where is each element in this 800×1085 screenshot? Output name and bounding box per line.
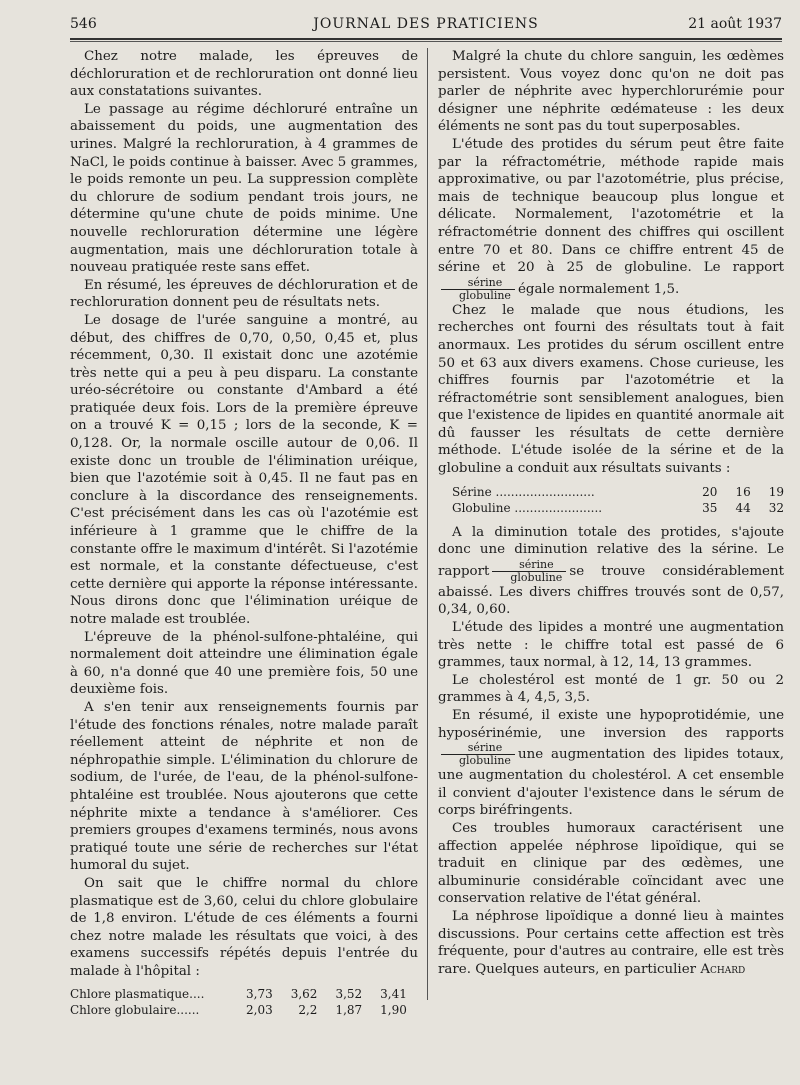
- fraction: [441, 742, 515, 767]
- paragraph: [438, 707, 784, 820]
- row-label: Globuline .......................: [452, 500, 603, 515]
- row-label: Chlore plasmatique....: [70, 987, 205, 1002]
- table-row: [438, 500, 784, 516]
- protide-table: [438, 484, 784, 516]
- paragraph: Malgré la chute du chlore sanguin, les œdèmes persistent. Vous voyez donc qu'on ne doit pas parler de néphrite avec hyperchlorurémie pour désigner une néphrite œdémateuse : les deux éléments ne sont pas du tout superposables.: [438, 49, 784, 135]
- table-cell: 2,2: [298, 1003, 318, 1018]
- paragraph: A s'en tenir aux renseignements fournis par l'étude des fonctions rénales, notre malade paraît réellement atteint de néphrite et non de néphropathie simple. L'élimination du chlorure de sodium, de l'urée, de l'eau, de la phénol-sulfone-phtaléine est troublée. Nous ajouterons que cette néphrite mixte a tendance à s'améliorer. Ces premiers groupes d'examens terminés, nous avons pratiqué toute une série de recherches sur l'état humoral du sujet.: [70, 699, 418, 874]
- fraction-numerator: sérine: [519, 557, 554, 571]
- text: L'étude des protides du sérum peut être faite par la réfractométrie, méthode rapide mais approximative, ou par l'azotométrie, plus précise, mais de technique beaucoup plus longue et délicate. Normalement, l'azotométrie et la réfractométrie donnent des chiffres qui oscillent entre 70 et 80. Dans ce chiffre entrent 45 de sérine et 20 à 25 de globuline. Le rapport: [438, 136, 784, 276]
- text: une augmentation des lipides totaux, une augmentation du cholestérol. A cet ensemble il convient d'ajouter l'existence dans le sérum de corps biréfringents.: [438, 747, 784, 819]
- paragraph: [438, 524, 784, 619]
- paragraph: [438, 136, 784, 302]
- table-cell: 16: [735, 484, 751, 499]
- paragraph: Chez le malade que nous étudions, les recherches ont fourni des résultats tout à fait anormaux. Les protides du sérum oscillent entre 50 et 63 aux divers examens. Chose curieuse, les chiffres fournis par l'azotométrie et la réfractométrie sont sensiblement analogues, bien que l'existence de lipides en quantité anormale ait dû fausser les résultats de cette dernière méthode. L'étude isolée de la sérine et de la globuline a conduit aux résultats suivants :: [438, 302, 784, 477]
- column-divider: [427, 48, 428, 1000]
- paragraph: L'épreuve de la phénol-sulfone-phtaléine, qui normalement doit atteindre une élimination égale à 60, n'a donné que 40 une première fois, 50 une deuxième fois.: [70, 629, 418, 698]
- row-label: Sérine ..........................: [452, 484, 595, 499]
- fraction-numerator: sérine: [467, 741, 503, 755]
- row-label: Chlore globulaire......: [70, 1003, 200, 1018]
- table-cell: 35: [702, 500, 718, 515]
- table-cell: 20: [702, 484, 718, 499]
- table-cell: 3,73: [246, 987, 273, 1002]
- paragraph: Ces troubles humoraux caractérisent une affection appelée néphrose lipoïdique, qui se traduit en clinique par des œdèmes, une albuminurie considérable coïncidant avec une conservation relative de l'état général.: [438, 820, 784, 907]
- table-cell: 3,41: [380, 987, 407, 1002]
- table-cell: 3,52: [335, 987, 363, 1002]
- paragraph: On sait que le chiffre normal du chlore plasmatique est de 3,60, celui du chlore globulaire de 1,8 environ. L'étude de ces éléments a fourni chez notre malade les résultats que voici, à des examens successifs répétés depuis l'entrée du malade à l'hôpital :: [70, 875, 418, 979]
- fraction-denominator: globuline: [441, 754, 515, 767]
- text: La néphrose lipoïdique a donné lieu à maintes discussions. Pour certains cette affection est très fréquente, pour d'autres au contraire, elle est très rare. Quelques auteurs, en particulier: [438, 908, 784, 977]
- page-header: [70, 16, 782, 38]
- right-column: [438, 48, 784, 978]
- paragraph: En résumé, les épreuves de déchloruration et de rechloruration donnent peu de résultats nets.: [70, 277, 418, 311]
- table-row: [70, 1002, 407, 1018]
- paragraph: Le passage au régime déchloruré entraîne un abaissement du poids, une augmentation des urines. Malgré la rechloruration, à 4 grammes de NaCl, le poids continue à baisser. Avec 5 grammes, le poids remonte un peu. La suppression complète du chlorure de sodium pendant trois jours, ne détermine qu'une chute de poids minime. Une nouvelle rechloruration détermine une légère augmentation, mais une déchloruration totale à nouveau pratiquée reste sans effet.: [70, 101, 418, 276]
- left-column: [70, 48, 418, 1026]
- table-cell: 3,62: [290, 987, 318, 1002]
- table-cell: 19: [768, 484, 784, 499]
- text: A la diminution totale des protides, s'ajoute donc une diminution relative des la sérine. Le rapport: [438, 524, 784, 579]
- table-cell: 2,03: [246, 1003, 273, 1018]
- text: égale normalement 1,5.: [517, 281, 680, 297]
- header-rule-thin: [70, 41, 782, 42]
- chlore-table: [70, 986, 407, 1018]
- table-cell: 32: [768, 500, 784, 515]
- fraction: [441, 277, 515, 302]
- paragraph: Chez notre malade, les épreuves de déchloruration et de rechloruration ont donné lieu aux constatations suivantes.: [70, 49, 418, 100]
- text: se trouve considérablement abaissé. Les divers chiffres trouvés sont de 0,57, 0,34, 0,60.: [438, 563, 784, 618]
- fraction-numerator: sérine: [467, 275, 503, 289]
- table-cell: 1,90: [380, 1003, 407, 1018]
- page-number: 546: [70, 16, 97, 32]
- text: En résumé, il existe une hypoprotidémie, une hyposérinémie, une inversion des rapports: [438, 708, 784, 741]
- table-cell: 44: [735, 500, 751, 515]
- table-row: [70, 986, 407, 1002]
- paragraph: [438, 908, 784, 978]
- fraction-denominator: globuline: [441, 289, 515, 302]
- author-name: Achard: [700, 961, 746, 977]
- header-rule: [70, 38, 782, 40]
- journal-title: JOURNAL DES PRATICIENS: [313, 16, 539, 32]
- fraction-denominator: globuline: [492, 571, 566, 584]
- table-row: [438, 484, 784, 500]
- table-cell: 1,87: [335, 1003, 363, 1018]
- paragraph: Le dosage de l'urée sanguine a montré, au début, des chiffres de 0,70, 0,50, 0,45 et, plus récemment, 0,30. Il existait donc une azotémie très nette qui a peu à peu disparu. La constante uréo-sécrétoire ou constante d'Ambard a été pratiquée deux fois. Lors de la première épreuve on a trouvé K = 0,15 ; lors de la seconde, K = 0,128. Or, la normale oscille autour de 0,06. Il existe donc un trouble de l'élimination uréique, bien que l'azotémie soit à 0,45. Il ne faut pas en conclure à la discordance des renseignements. C'est précisément dans les cas où l'azotémie est inférieure à 1 gramme que le chiffre de la constante offre le maximum d'intérêt. Si l'azotémie est normale, et la constante défectueuse, c'est cette dernière qui apporte la réponse intéressante. Nous dirons donc que l'élimination uréique de notre malade est troublée.: [70, 312, 418, 627]
- issue-date: 21 août 1937: [688, 16, 782, 32]
- fraction: [492, 559, 566, 584]
- paragraph: Le cholestérol est monté de 1 gr. 50 ou 2 grammes à 4, 4,5, 3,5.: [438, 672, 784, 706]
- paragraph: L'étude des lipides a montré une augmentation très nette : le chiffre total est passé de 6 grammes, taux normal, à 12, 14, 13 grammes.: [438, 620, 784, 671]
